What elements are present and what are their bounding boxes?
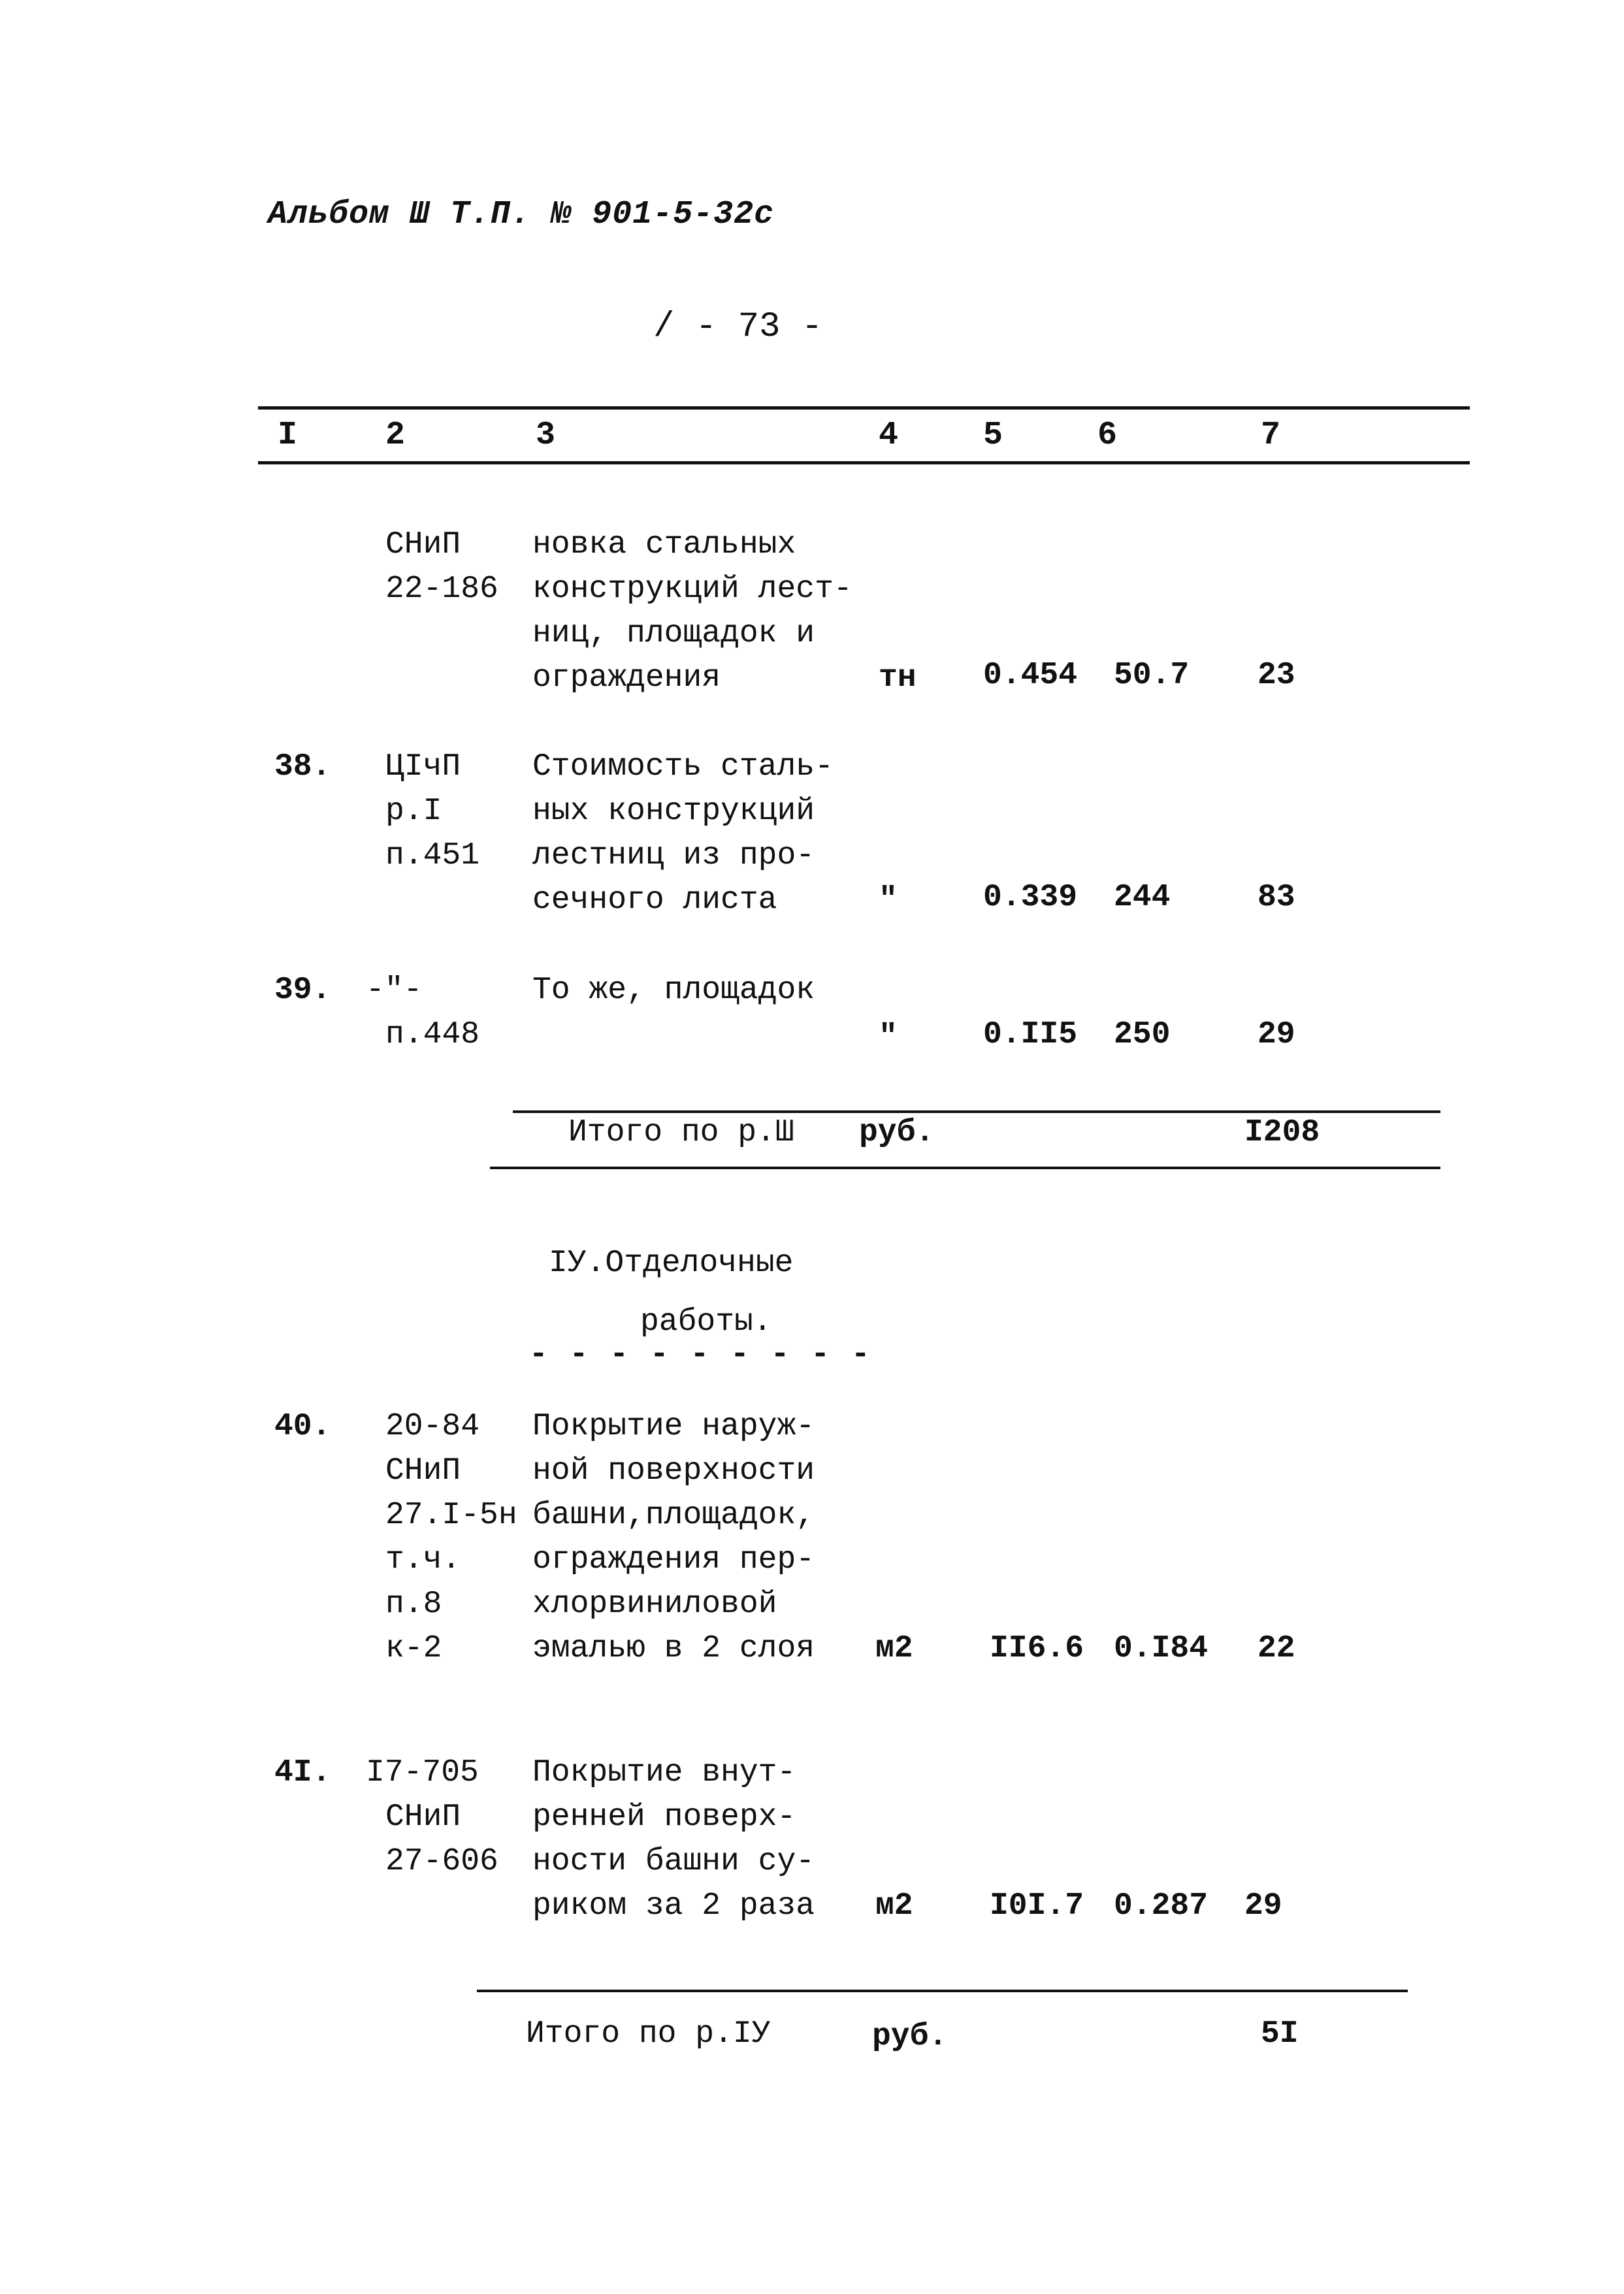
header-top-rule bbox=[258, 406, 1470, 410]
row-unit: тн bbox=[879, 660, 917, 696]
row-number: 38. bbox=[274, 749, 331, 784]
row-code: 27.I-5н bbox=[385, 1498, 517, 1533]
row-number: 39. bbox=[274, 973, 331, 1008]
row-description: новка стальных bbox=[532, 527, 796, 562]
subtotal-3-total: I208 bbox=[1244, 1115, 1320, 1150]
row-description: сечного листа bbox=[532, 882, 777, 918]
subtotal-4-total: 5I bbox=[1261, 2016, 1299, 2052]
row-code: ЦIчП bbox=[385, 749, 461, 784]
header-bottom-rule bbox=[258, 461, 1470, 464]
row-price: 0.I84 bbox=[1114, 1631, 1209, 1666]
row-number: 4I. bbox=[274, 1755, 331, 1790]
column-header-1: I bbox=[278, 417, 298, 454]
row-description: ограждения bbox=[532, 660, 721, 696]
row-code: т.ч. bbox=[385, 1542, 461, 1577]
row-unit: м2 bbox=[875, 1631, 913, 1666]
row-description: лестниц из про- bbox=[532, 838, 815, 873]
row-quantity: I0I.7 bbox=[990, 1888, 1084, 1924]
row-description: башни,площадок, bbox=[532, 1498, 815, 1533]
subtotal-3-label: Итого по р.Ш bbox=[568, 1115, 794, 1150]
row-description: ных конструкций bbox=[532, 794, 815, 829]
row-quantity: 0.II5 bbox=[983, 1017, 1078, 1052]
row-total: 29 bbox=[1258, 1017, 1295, 1052]
row-total: 83 bbox=[1258, 880, 1295, 915]
row-quantity: 0.339 bbox=[983, 880, 1078, 915]
row-code: р.I bbox=[385, 794, 442, 829]
column-header-4: 4 bbox=[879, 417, 899, 454]
row-code: I7-705 bbox=[366, 1755, 479, 1790]
row-code: п.448 bbox=[385, 1017, 480, 1052]
section-4-title: IУ.Отделочные bbox=[549, 1246, 794, 1281]
row-total: 23 bbox=[1258, 658, 1295, 693]
subtotal-4-label: Итого по р.IУ bbox=[526, 2016, 771, 2052]
row-code: 20-84 bbox=[385, 1409, 480, 1444]
row-code: к-2 bbox=[385, 1631, 442, 1666]
row-unit: " bbox=[879, 882, 898, 918]
row-unit: м2 bbox=[875, 1888, 913, 1924]
row-code: 22-186 bbox=[385, 572, 498, 607]
section-4-underline: - - - - - - - - - bbox=[529, 1337, 871, 1372]
row-description: хлорвиниловой bbox=[532, 1587, 777, 1622]
subtotal-4-top-rule bbox=[477, 1990, 1408, 1992]
row-code: п.8 bbox=[385, 1587, 442, 1622]
row-description: ниц, площадок и bbox=[532, 616, 815, 651]
row-unit: " bbox=[879, 1020, 898, 1055]
row-code: 27-606 bbox=[385, 1844, 498, 1879]
row-price: 0.287 bbox=[1114, 1888, 1209, 1924]
row-code: -"- bbox=[366, 973, 423, 1008]
page-number: / - 73 - bbox=[653, 307, 823, 347]
column-header-6: 6 bbox=[1097, 417, 1118, 454]
subtotal-4-unit: руб. bbox=[872, 2019, 948, 2054]
row-total: 29 bbox=[1244, 1888, 1282, 1924]
column-header-5: 5 bbox=[983, 417, 1003, 454]
row-description: ограждения пер- bbox=[532, 1542, 815, 1577]
row-description: То же, площадок bbox=[532, 973, 815, 1008]
row-number: 40. bbox=[274, 1409, 331, 1444]
row-quantity: 0.454 bbox=[983, 658, 1078, 693]
row-description: Стоимость сталь- bbox=[532, 749, 834, 784]
row-description: ной поверхности bbox=[532, 1453, 815, 1489]
row-description: ности башни су- bbox=[532, 1844, 815, 1879]
row-code: п.451 bbox=[385, 838, 480, 873]
row-price: 244 bbox=[1114, 880, 1171, 915]
row-description: ренней поверх- bbox=[532, 1800, 796, 1835]
subtotal-3-bottom-rule bbox=[490, 1167, 1440, 1169]
album-reference: Альбом Ш Т.П. № 901-5-32с bbox=[268, 196, 775, 233]
row-quantity: II6.6 bbox=[990, 1631, 1084, 1666]
row-code: СНиП bbox=[385, 527, 461, 562]
row-description: Покрытие наруж- bbox=[532, 1409, 815, 1444]
subtotal-3-unit: руб. bbox=[859, 1115, 935, 1150]
row-total: 22 bbox=[1258, 1631, 1295, 1666]
row-code: СНиП bbox=[385, 1453, 461, 1489]
column-header-7: 7 bbox=[1261, 417, 1281, 454]
column-header-2: 2 bbox=[385, 417, 406, 454]
row-description: Покрытие внут- bbox=[532, 1755, 796, 1790]
row-code: СНиП bbox=[385, 1800, 461, 1835]
row-description: риком за 2 раза bbox=[532, 1888, 815, 1924]
row-price: 50.7 bbox=[1114, 658, 1190, 693]
column-header-3: 3 bbox=[536, 417, 556, 454]
section-4-title-cont: работы. bbox=[640, 1304, 772, 1340]
row-description: конструкций лест- bbox=[532, 572, 853, 607]
row-price: 250 bbox=[1114, 1017, 1171, 1052]
row-description: эмалью в 2 слоя bbox=[532, 1631, 815, 1666]
